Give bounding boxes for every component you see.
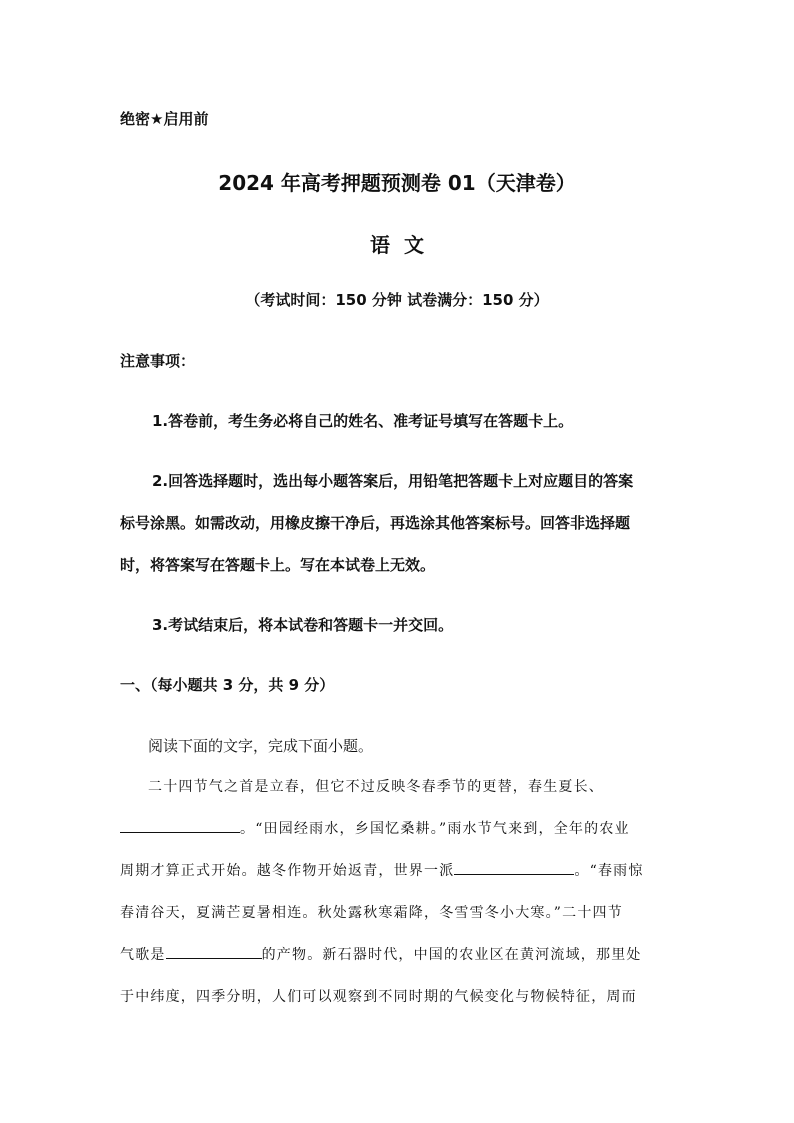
answer-blank-1: [120, 818, 240, 833]
answer-blank-3: [166, 944, 262, 959]
page-title: 2024 年高考押题预测卷 01（天津卷）: [218, 171, 576, 195]
confidential-label: 绝密★启用前: [120, 110, 209, 128]
notice-item-1: 1.答卷前，考生务必将自己的姓名、准考证号填写在答题卡上。: [152, 412, 574, 430]
notice-item-2-line-3: 时，将答案写在答题卡上。写在本试卷上无效。: [120, 556, 436, 574]
exam-info: （考试时间：150 分钟 试卷满分：150 分）: [245, 291, 549, 309]
notice-item-2-line-1: 2.回答选择题时，选出每小题答案后，用铅笔把答题卡上对应题目的答案: [152, 472, 634, 490]
passage-line-1: 二十四节气之首是立春，但它不过反映冬春季节的更替，春生夏长、: [148, 779, 604, 795]
notice-item-2-line-2: 标号涂黑。如需改动，用橡皮擦干净后，再选涂其他答案标号。回答非选择题: [120, 514, 631, 532]
notice-item-3: 3.考试结束后，将本试卷和答题卡一并交回。: [152, 616, 454, 634]
reading-instruction: 阅读下面的文字，完成下面小题。: [148, 737, 374, 755]
passage-line-5-text-b: 的产物。新石器时代，中国的农业区在黄河流域，那里处: [261, 947, 642, 963]
passage-line-3-text-b: 。“春雨惊: [574, 863, 644, 879]
passage-line-2: [120, 818, 630, 838]
passage-line-6: 于中纬度，四季分明，人们可以观察到不同时期的气候变化与物候特征，周而: [120, 989, 637, 1005]
passage-line-5: [120, 944, 642, 964]
notice-heading: 注意事项：: [120, 352, 196, 370]
passage-line-2-text: 。“田园经雨水，乡国忆桑耕。”雨水节气来到，全年的农业: [240, 821, 630, 837]
passage-line-3-text-a: 周期才算正式开始。越冬作物开始返青，世界一派: [120, 863, 455, 879]
passage-line-5-text-a: 气歌是: [120, 947, 166, 963]
passage-line-4: 春清谷天，夏满芒夏暑相连。秋处露秋寒霜降，冬雪雪冬小大寒。”二十四节: [120, 905, 623, 921]
passage-line-3: [120, 860, 644, 880]
subject-title: 语文: [370, 233, 438, 257]
section-heading: 一、（每小题共 3 分，共 9 分）: [120, 676, 335, 694]
answer-blank-2: [454, 860, 574, 875]
